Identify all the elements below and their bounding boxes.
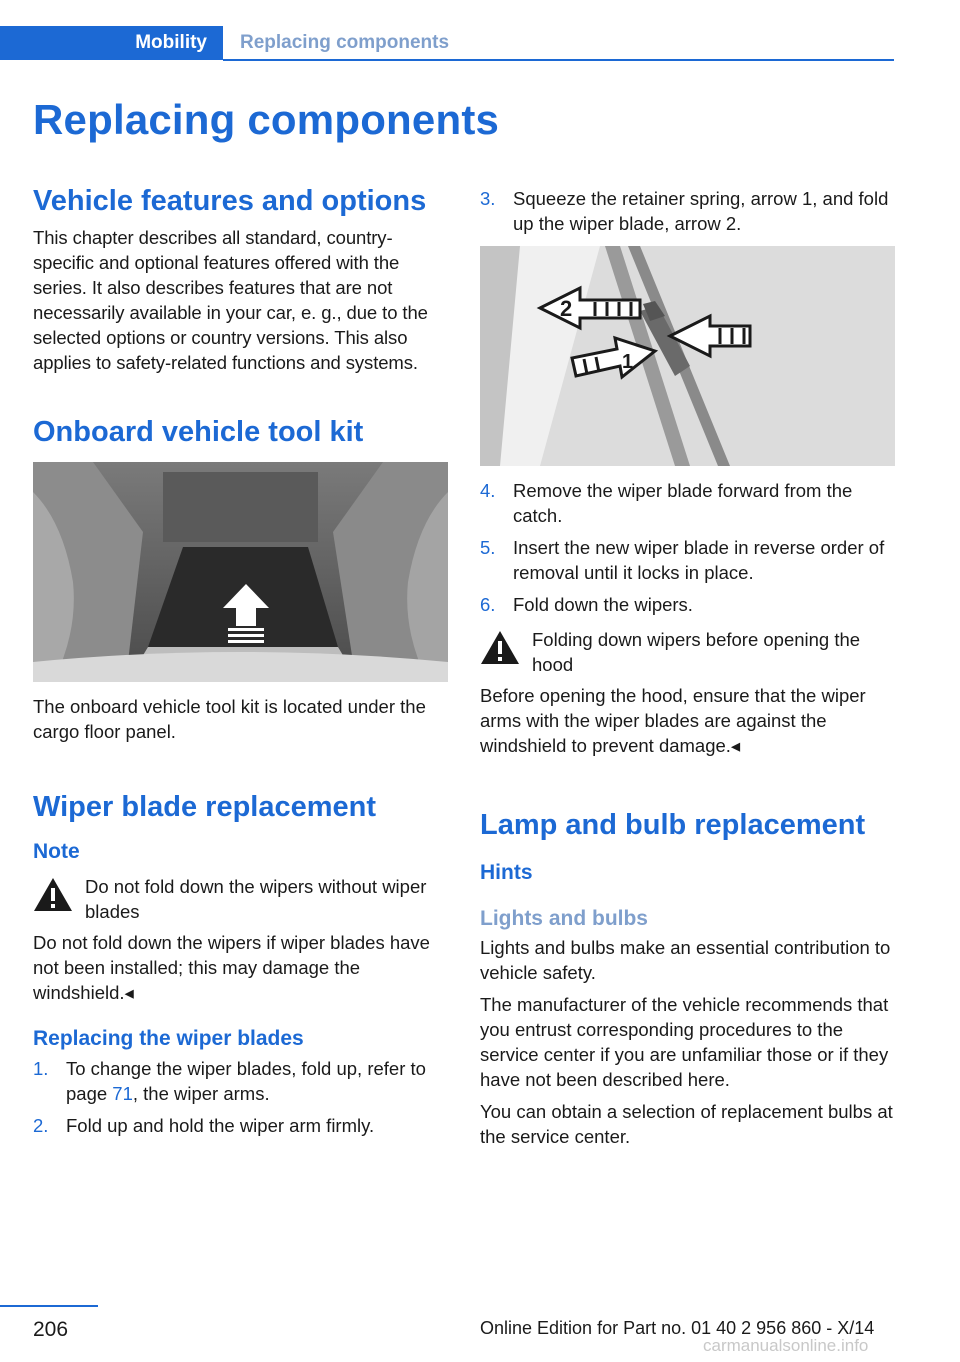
step-item bbox=[480, 535, 895, 585]
fold-warning-body: Before opening the hood, ensure that the wiper arms with the wiper blades are against the windshield to prevent damage.◂ bbox=[480, 685, 866, 756]
arrow-2-label: 2 bbox=[560, 296, 573, 321]
lights-heading: Lights and bulbs bbox=[480, 906, 648, 930]
warning-triangle-icon bbox=[33, 877, 73, 912]
warning-body: Do not fold down the wipers if wiper blades have not been installed; this may damage the windshield.◂ bbox=[33, 932, 430, 1004]
cargo-area-photo bbox=[33, 462, 448, 682]
right-column bbox=[480, 186, 895, 1149]
step-item bbox=[480, 478, 895, 528]
step-item bbox=[33, 1113, 448, 1138]
step-text: Squeeze the retainer spring, arrow 1, and fold up the wiper blade, arrow 2. bbox=[513, 188, 889, 234]
steps-list-right bbox=[480, 478, 895, 617]
steps-list-right-top bbox=[480, 186, 895, 236]
edition-note: Online Edition for Part no. 01 40 2 956 860 - X/14 bbox=[480, 1318, 875, 1338]
step-text-end: , the wiper arms. bbox=[132, 1083, 270, 1105]
watermark: carmanualsonline.info bbox=[703, 1336, 869, 1355]
lamp-para-1: Lights and bulbs make an essential contribution to vehicle safety. bbox=[480, 936, 891, 983]
step-number: 1. bbox=[33, 1058, 49, 1080]
chapter-tab: Mobility bbox=[0, 26, 223, 60]
step-item bbox=[33, 1056, 448, 1106]
running-header bbox=[0, 26, 894, 62]
section-title: Replacing components bbox=[240, 32, 450, 53]
step-text: Remove the wiper blade forward from the catch. bbox=[513, 480, 853, 526]
step-text: Fold up and hold the wiper arm firmly. bbox=[66, 1115, 375, 1137]
warning-title: Do not fold down the wipers without wiper blades bbox=[85, 876, 427, 923]
step-number: 2. bbox=[33, 1115, 49, 1137]
wiper-heading: Wiper blade replacement bbox=[33, 790, 377, 823]
step-number: 6. bbox=[480, 594, 496, 615]
steps-list-left bbox=[33, 1056, 448, 1138]
step-number: 5. bbox=[480, 537, 496, 558]
step-text: Fold down the wipers. bbox=[513, 594, 693, 615]
note-heading: Note bbox=[33, 840, 80, 864]
left-column bbox=[33, 180, 448, 1145]
page-number: 206 bbox=[33, 1318, 69, 1341]
step-item bbox=[480, 186, 895, 236]
replacing-heading: Replacing the wiper blades bbox=[33, 1027, 304, 1051]
step-text: To change the wiper blades, fold up, refer to page bbox=[66, 1058, 426, 1105]
lamp-para-3: You can obtain a selection of replacement bulbs at the service center. bbox=[480, 1100, 893, 1147]
vehicle-features-heading: Vehicle features and options bbox=[33, 185, 427, 217]
lamp-para-2: The manufacturer of the vehicle recommends that you entrust corresponding procedures to the service center if you are unfamiliar those or if they have not been described here. bbox=[480, 993, 889, 1090]
wiper-arm-photo bbox=[480, 246, 895, 466]
tool-kit-body: The onboard vehicle tool kit is located under the cargo floor panel. bbox=[33, 695, 426, 742]
arrow-1-label: 1 bbox=[622, 351, 634, 373]
footer-rule bbox=[0, 1305, 98, 1307]
step-text: Insert the new wiper blade in reverse order of removal until it locks in place. bbox=[513, 537, 885, 583]
page-title: Replacing components bbox=[33, 96, 500, 143]
wiper-warning bbox=[33, 874, 448, 924]
page-link[interactable]: 71 bbox=[112, 1083, 133, 1105]
warning-triangle-icon bbox=[480, 630, 520, 665]
fold-warning bbox=[480, 627, 895, 677]
vehicle-features-body: This chapter describes all standard, country-specific and optional features offered with the series. It also describes features that are not necessarily available in your car, e. g., due to the selected options or country versions. This also applies to safety-related functions and systems. bbox=[33, 226, 428, 373]
wiper-arm-illustration bbox=[480, 246, 895, 466]
lamp-heading: Lamp and bulb replacement bbox=[480, 809, 866, 841]
cargo-area-illustration bbox=[33, 462, 448, 682]
tool-kit-heading: Onboard vehicle tool kit bbox=[33, 415, 364, 448]
header-rule bbox=[223, 59, 894, 61]
step-number: 3. bbox=[480, 188, 496, 209]
warning-title: Folding down wipers before opening the hood bbox=[532, 629, 861, 675]
step-number: 4. bbox=[480, 480, 496, 501]
hints-heading: Hints bbox=[480, 860, 533, 884]
step-item bbox=[480, 592, 895, 617]
